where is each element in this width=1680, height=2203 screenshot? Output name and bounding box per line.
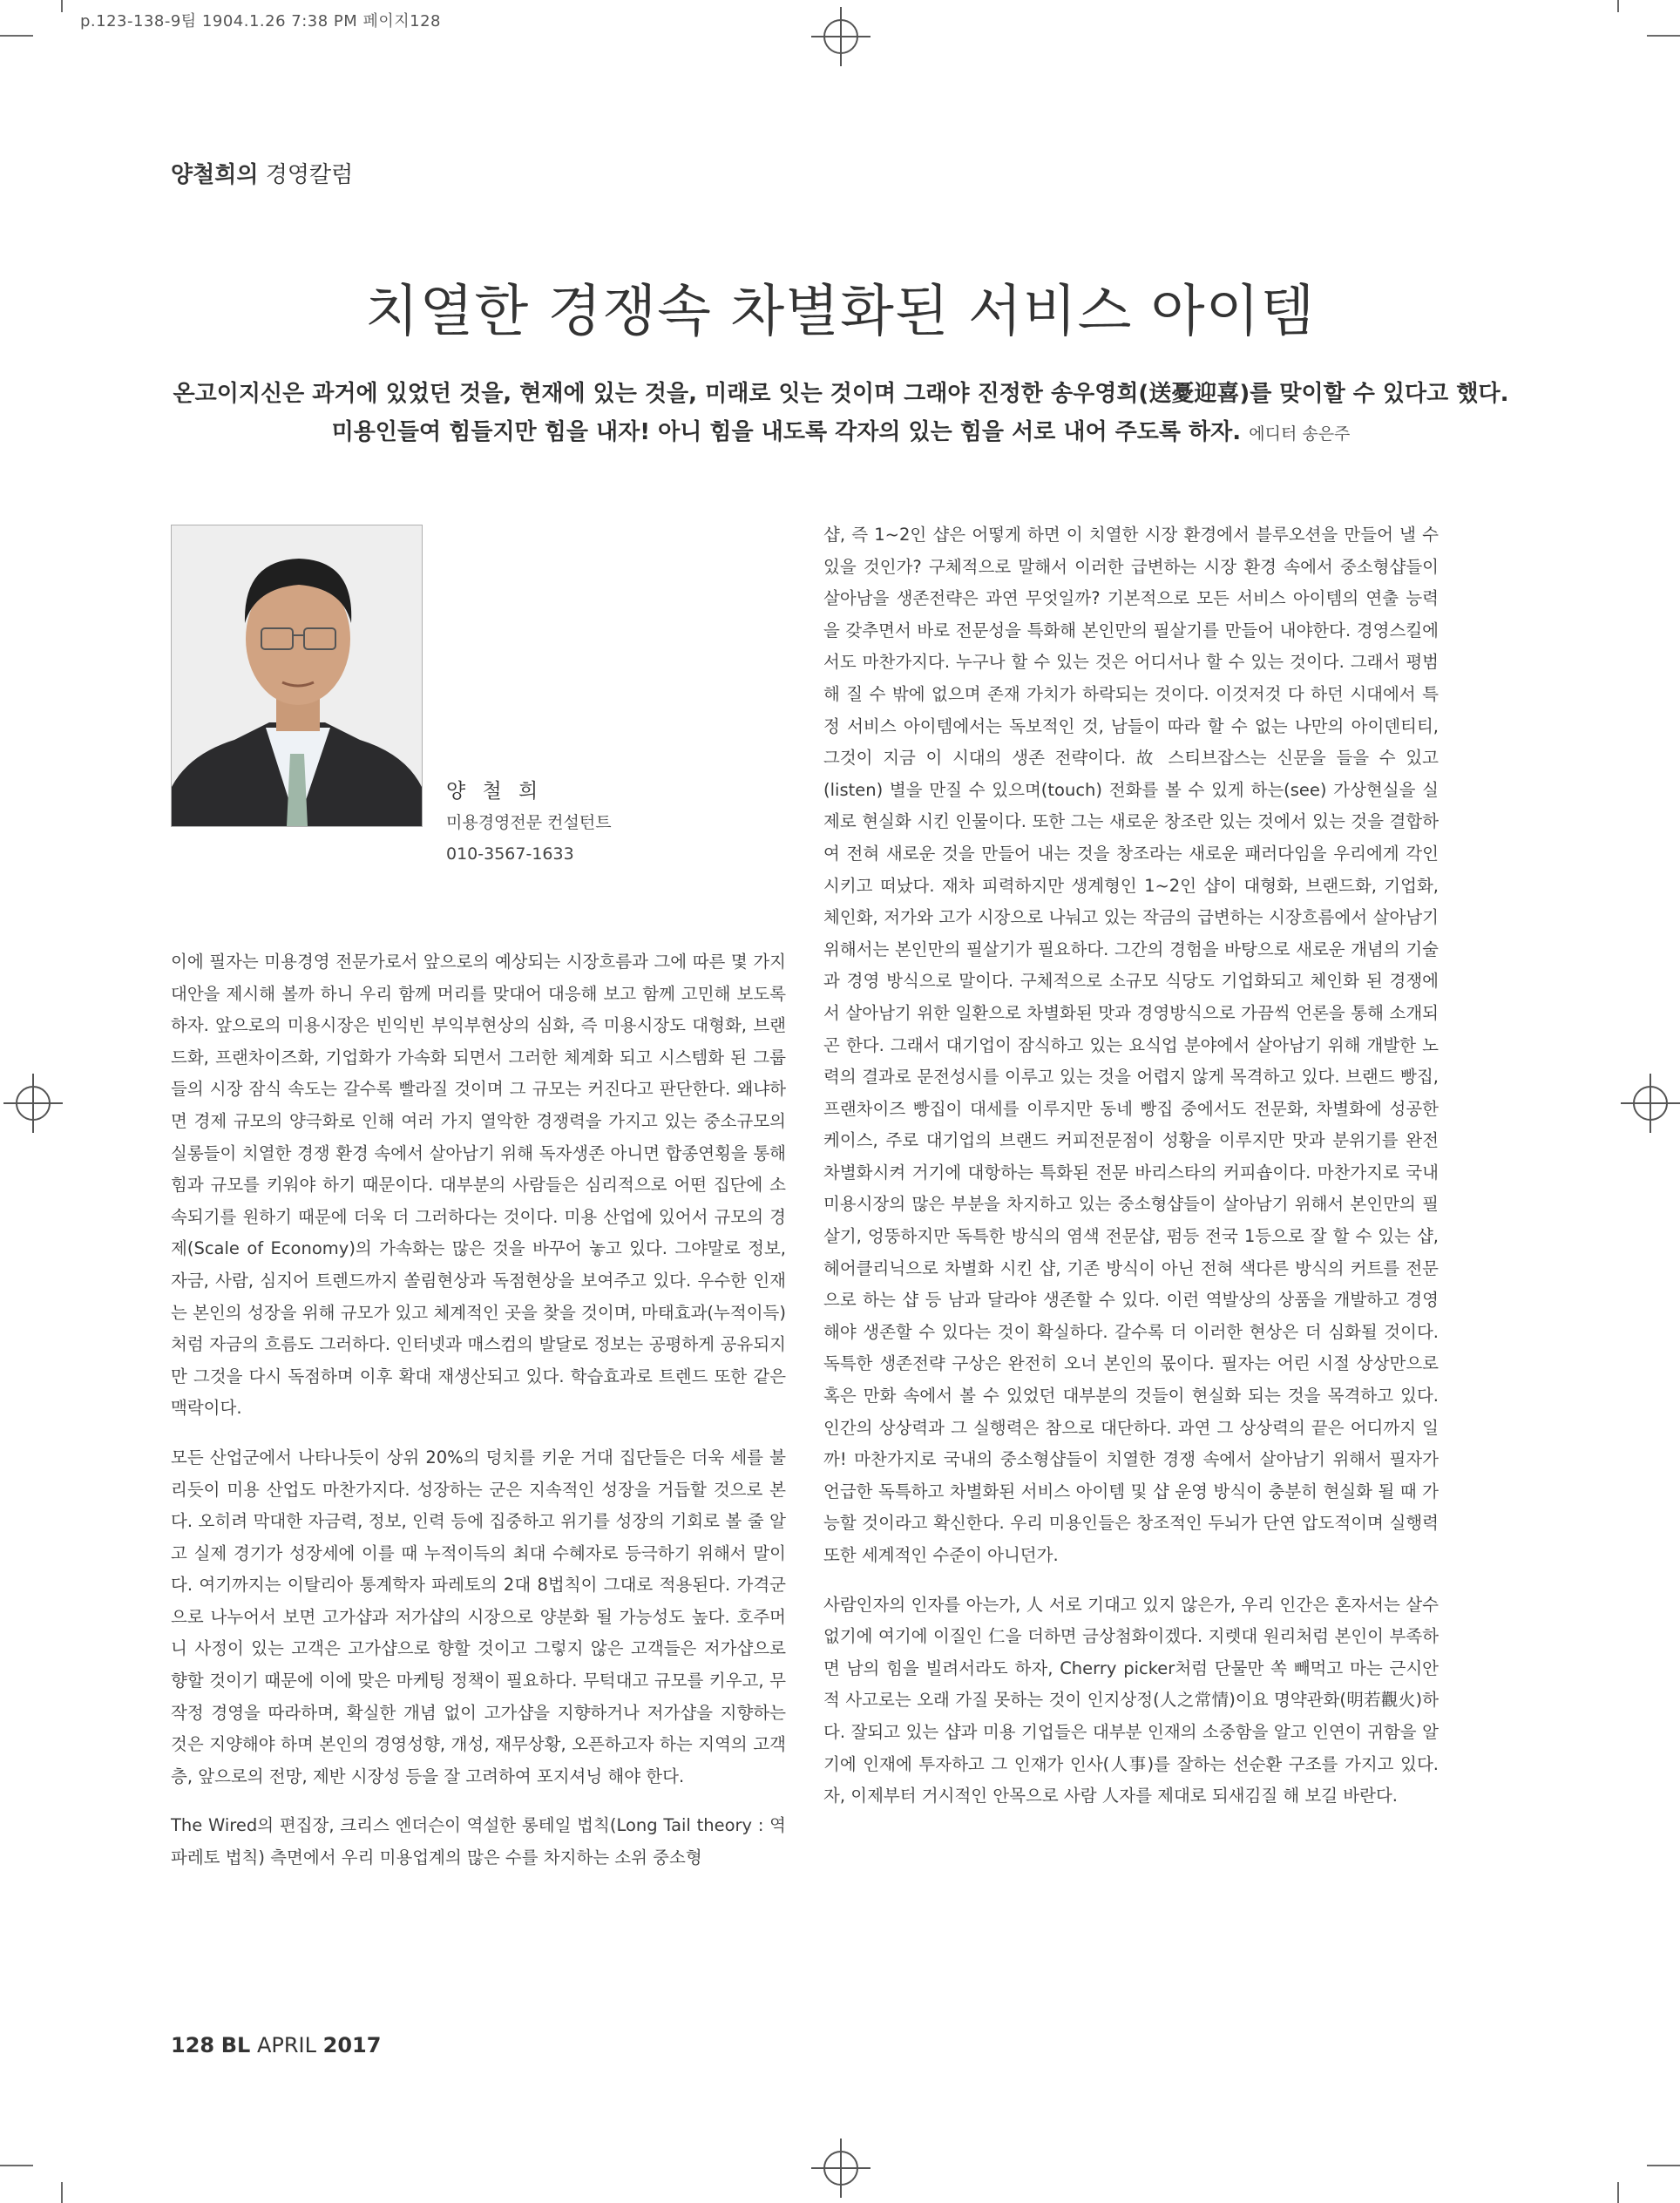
crop-mark	[0, 35, 33, 37]
issue-year: 2017	[322, 2033, 382, 2057]
registration-mark-right	[1633, 1086, 1668, 1121]
headline: 치열한 경쟁속 차별화된 서비스 아이템	[364, 280, 1316, 344]
registration-mark-top	[823, 19, 858, 54]
slug-line: p.123-138-9팀 1904.1.26 7:38 PM 페이지128	[80, 12, 442, 31]
crop-mark	[61, 2182, 63, 2203]
paragraph: 모든 산업군에서 나타나듯이 상위 20%의 덩치를 키운 거대 집단들은 더욱 세를 불리듯이 미용 산업도 마찬가지다. 성장하는 군은 지속적인 성장을 거듭할 것으로 본다. 오히려 막대한 자금력, 정보, 인력 등에 집중하고 위기를 성장의 기회로 볼 줄 알고 실제 경기가 성장세에 이를 때 누적이득의 최대 수혜자로 등극하기 위해서 말이다. 여기까지는 이탈리아 통계학자 파레토의 2대 8법칙이 그대로 적용된다. 가격군으로 나누어서 보면 고가샵과 저가샵의 시장으로 양분화 될 가능성도 높다. 호주머니 사정이 있는 고객은 고가샵으로 향할 것이고 그렇지 않은 고객들은 저가샵으로 향할 것이기 때문에 이에 맞은 마케팅 정책이 필요하다. 무턱대고 규모를 키우고, 무작정 경영을 따라하며, 확실한 개념 없이 고가샵을 지향하거나 저가샵을 지향하는 것은 지양해야 하며 본인의 경영성향, 개성, 재무상황, 오픈하고자 하는 지역의 고객층, 앞으로의 전망, 제반 시장성 등을 잘 고려하여 포지셔닝 해야 한다.	[171, 1447, 786, 1786]
crop-mark	[61, 0, 63, 12]
paragraph: 이에 필자는 미용경영 전문가로서 앞으로의 예상되는 시장흐름과 그에 따른 몇 가지 대안을 제시해 볼까 하니 우리 함께 머리를 맞대어 대응해 보고 함께 고민해 보도록 하자. 앞으로의 미용시장은 빈익빈 부익부현상의 심화, 즉 미용시장도 대형화, 브랜드화, 프랜차이즈화, 기업화가 가속화 되면서 그러한 체계화 되고 시스템화 된 그룹들의 시장 잠식 속도는 갈수록 빨라질 것이며 그 규모는 커진다고 판단한다. 왜냐하면 경제 규모의 양극화로 인해 여러 가지 열악한 경쟁력을 가지고 있는 중소규모의 실롱들이 치열한 경쟁 환경 속에서 살아남기 위해 독자생존 아니면 합종연횡을 통해 힘과 규모를 키워야 하기 때문이다. 대부분의 사람들은 심리적으로 어떤 집단에 소속되기를 원하기 때문에 더욱 더 그러하다는 것이다. 미용 산업에 있어서 규모의 경제(Scale of Economy)의 가속화는 많은 것을 바꾸어 놓고 있다. 그야말로 정보, 자금, 사람, 심지어 트렌드까지 쏠림현상과 독점현상을 보여주고 있다. 우수한 인재는 본인의 성장을 위해 규모가 있고 체계적인 곳을 찾을 것이며, 마태효과(누적이득)처럼 자금의 흐름도 그러하다. 인터넷과 매스컴의 발달로 정보는 공평하게 공유되지만 그것을 다시 독점하며 이후 확대 재생산되고 있다. 학습효과로 트렌드 또한 같은 맥락이다.	[171, 952, 786, 1419]
author-phone: 010-3567-1633	[446, 844, 574, 864]
body-column-left	[171, 946, 786, 1892]
body-column-right	[823, 519, 1439, 1830]
page-number: 128	[171, 2033, 215, 2057]
editor-credit: 에디터 송은주	[1249, 424, 1351, 444]
column-author: 양철희의	[171, 162, 259, 188]
author-photo	[171, 525, 423, 827]
paragraph: The Wired의 편집장, 크리스 엔더슨이 역설한 롱테일 법칙(Long Tail theory : 역파레토 법칙) 측면에서 우리 미용업계의 많은 수를 차지하는 소위 중소형	[171, 1815, 786, 1868]
registration-mark-bottom	[823, 2151, 858, 2186]
column-label	[171, 157, 353, 189]
crop-mark	[0, 2165, 33, 2166]
crop-mark	[1617, 0, 1619, 12]
column-section: 경영칼럼	[265, 162, 354, 188]
registration-mark-left	[16, 1086, 51, 1121]
magazine-name: BL	[220, 2033, 251, 2057]
lead-line-2: 미용인들여 힘들지만 힘을 내자! 아니 힘을 내도록 각자의 있는 힘을 서로 내어 주도록 하자. 에디터 송은주	[331, 419, 1351, 445]
lead-line-1: 온고이지신은 과거에 있었던 것을, 현재에 있는 것을, 미래로 잇는 것이며 그래야 진정한 송우영희(送憂迎喜)를 맞이할 수 있다고 했다.	[173, 381, 1509, 407]
lead	[105, 375, 1577, 453]
author-title: 미용경영전문 컨설턴트	[446, 813, 612, 832]
author-profile	[446, 776, 612, 870]
author-name: 양 철 희	[446, 780, 544, 803]
crop-mark	[1647, 2165, 1680, 2166]
paragraph: 사람인자의 인자를 아는가, 人 서로 기대고 있지 않은가, 우리 인간은 혼자서는 살수 없기에 여기에 이질인 仁을 더하면 금상첨화이겠다. 지렛대 원리처럼 본인이 부족하면 남의 힘을 빌려서라도 하자, Cherry picker처럼 단물만 쏙 빼먹고 마는 근시안적 사고로는 오래 가질 못하는 것이 인지상정(人之常情)이요 명약관화(明若觀火)하다. 잘되고 있는 샵과 미용 기업들은 대부분 인재의 소중함을 알고 인연이 귀함을 알기에 인재에 투자하고 그 인재가 인사(人事)를 잘하는 선순환 구조를 가지고 있다. 자, 이제부터 거시적인 안목으로 사람 人자를 제대로 되새김질 해 보길 바란다.	[823, 1594, 1439, 1806]
paragraph: 샵, 즉 1~2인 샵은 어떻게 하면 이 치열한 시장 환경에서 블루오션을 만들어 낼 수 있을 것인가? 구체적으로 말해서 이러한 급변하는 시장 환경 속에서 중소형샵들이 살아남을 생존전략은 과연 무엇일까? 기본적으로 모든 서비스 아이템의 연출 능력을 갖추면서 바로 전문성을 특화해 본인만의 필살기를 만들어 내야한다. 경영스킬에서도 마찬가지다. 누구나 할 수 있는 것은 어디서나 할 수 있는 것이다. 그래서 평범해 질 수 밖에 없으며 존재 가치가 하락되는 것이다. 이것저것 다 하던 시대에서 특정 서비스 아이템에서는 독보적인 것, 남들이 따라 할 수 없는 나만의 아이덴티티, 그것이 지금 이 시대의 생존 전략이다. 故 스티브잡스는 신문을 들을 수 있고(listen) 별을 만질 수 있으며(touch) 전화를 볼 수 있게 하는(see) 가상현실을 실제로 현실화 시킨 인물이다. 또한 그는 새로운 창조란 있는 것에서 있는 것을 결합하여 전혀 새로운 것을 만들어 내는 것을 창조라는 새로운 패러다임을 우리에게 각인시키고 떠났다. 재차 피력하지만 생계형인 1~2인 샵이 대형화, 브랜드화, 기업화, 체인화, 저가와 고가 시장으로 나눠고 있는 작금의 급변하는 시장흐름에서 살아남기 위해서는 본인만의 필살기가 필요하다. 그간의 경험을 바탕으로 새로운 개념의 기술과 경영 방식으로 말이다. 구체적으로 소규모 식당도 기업화되고 체인화 된 경쟁에서 살아남기 위한 일환으로 차별화된 맛과 경영방식으로 가끔씩 언론을 통해 소개되곤 한다. 그래서 대기업이 잠식하고 있는 요식업 분야에서 살아남기 위해 개발한 노력의 결과로 문전성시를 이루고 있는 것을 어렵지 않게 목격하고 있다. 브랜드 빵집, 프랜차이즈 빵집이 대세를 이루지만 동네 빵집 중에서도 전문화, 차별화에 성공한 케이스, 주로 대기업의 브랜드 커피전문점이 성황을 이루지만 맛과 분위기를 완전 차별화시켜 거기에 대항하는 특화된 전문 바리스타의 커피숍이다. 마찬가지로 국내 미용시장의 많은 부분을 차지하고 있는 중소형샵들이 살아남기 위해서 본인만의 필살기, 엉뚱하지만 독특한 방식의 염색 전문샵, 펌등 전국 1등으로 잘 할 수 있는 샵, 헤어클리닉으로 차별화 시킨 샵, 기존 방식이 아닌 전혀 색다른 방식의 커트를 전문으로 하는 샵 등 남과 달라야 생존할 수 있다. 이런 역발상의 상품을 개발하고 경영해야 생존할 수 있다는 것이 확실하다. 갈수록 더 이러한 현상은 더 심화될 것이다. 독특한 생존전략 구상은 완전히 오너 본인의 몫이다. 필자는 어린 시절 상상만으로 혹은 만화 속에서 볼 수 있었던 대부분의 것들이 현실화 되는 것을 목격하고 있다. 인간의 상상력과 그 실행력은 참으로 대단하다. 과연 그 상상력의 끝은 어디까지 일까! 마찬가지로 국내의 중소형샵들이 치열한 경쟁 속에서 살아남기 위해서 필자가 언급한 독특하고 차별화된 서비스 아이템 및 샵 운영 방식이 충분히 현실화 될 때 가능할 것이라고 확신한다. 우리 미용인들은 창조적인 두뇌가 단연 압도적이며 실행력 또한 세계적인 수준이 아니던가.	[823, 525, 1439, 1565]
crop-mark	[1617, 2182, 1619, 2203]
issue-month: APRIL	[256, 2033, 316, 2057]
page-folio	[171, 2033, 381, 2057]
crop-mark	[1647, 35, 1680, 37]
